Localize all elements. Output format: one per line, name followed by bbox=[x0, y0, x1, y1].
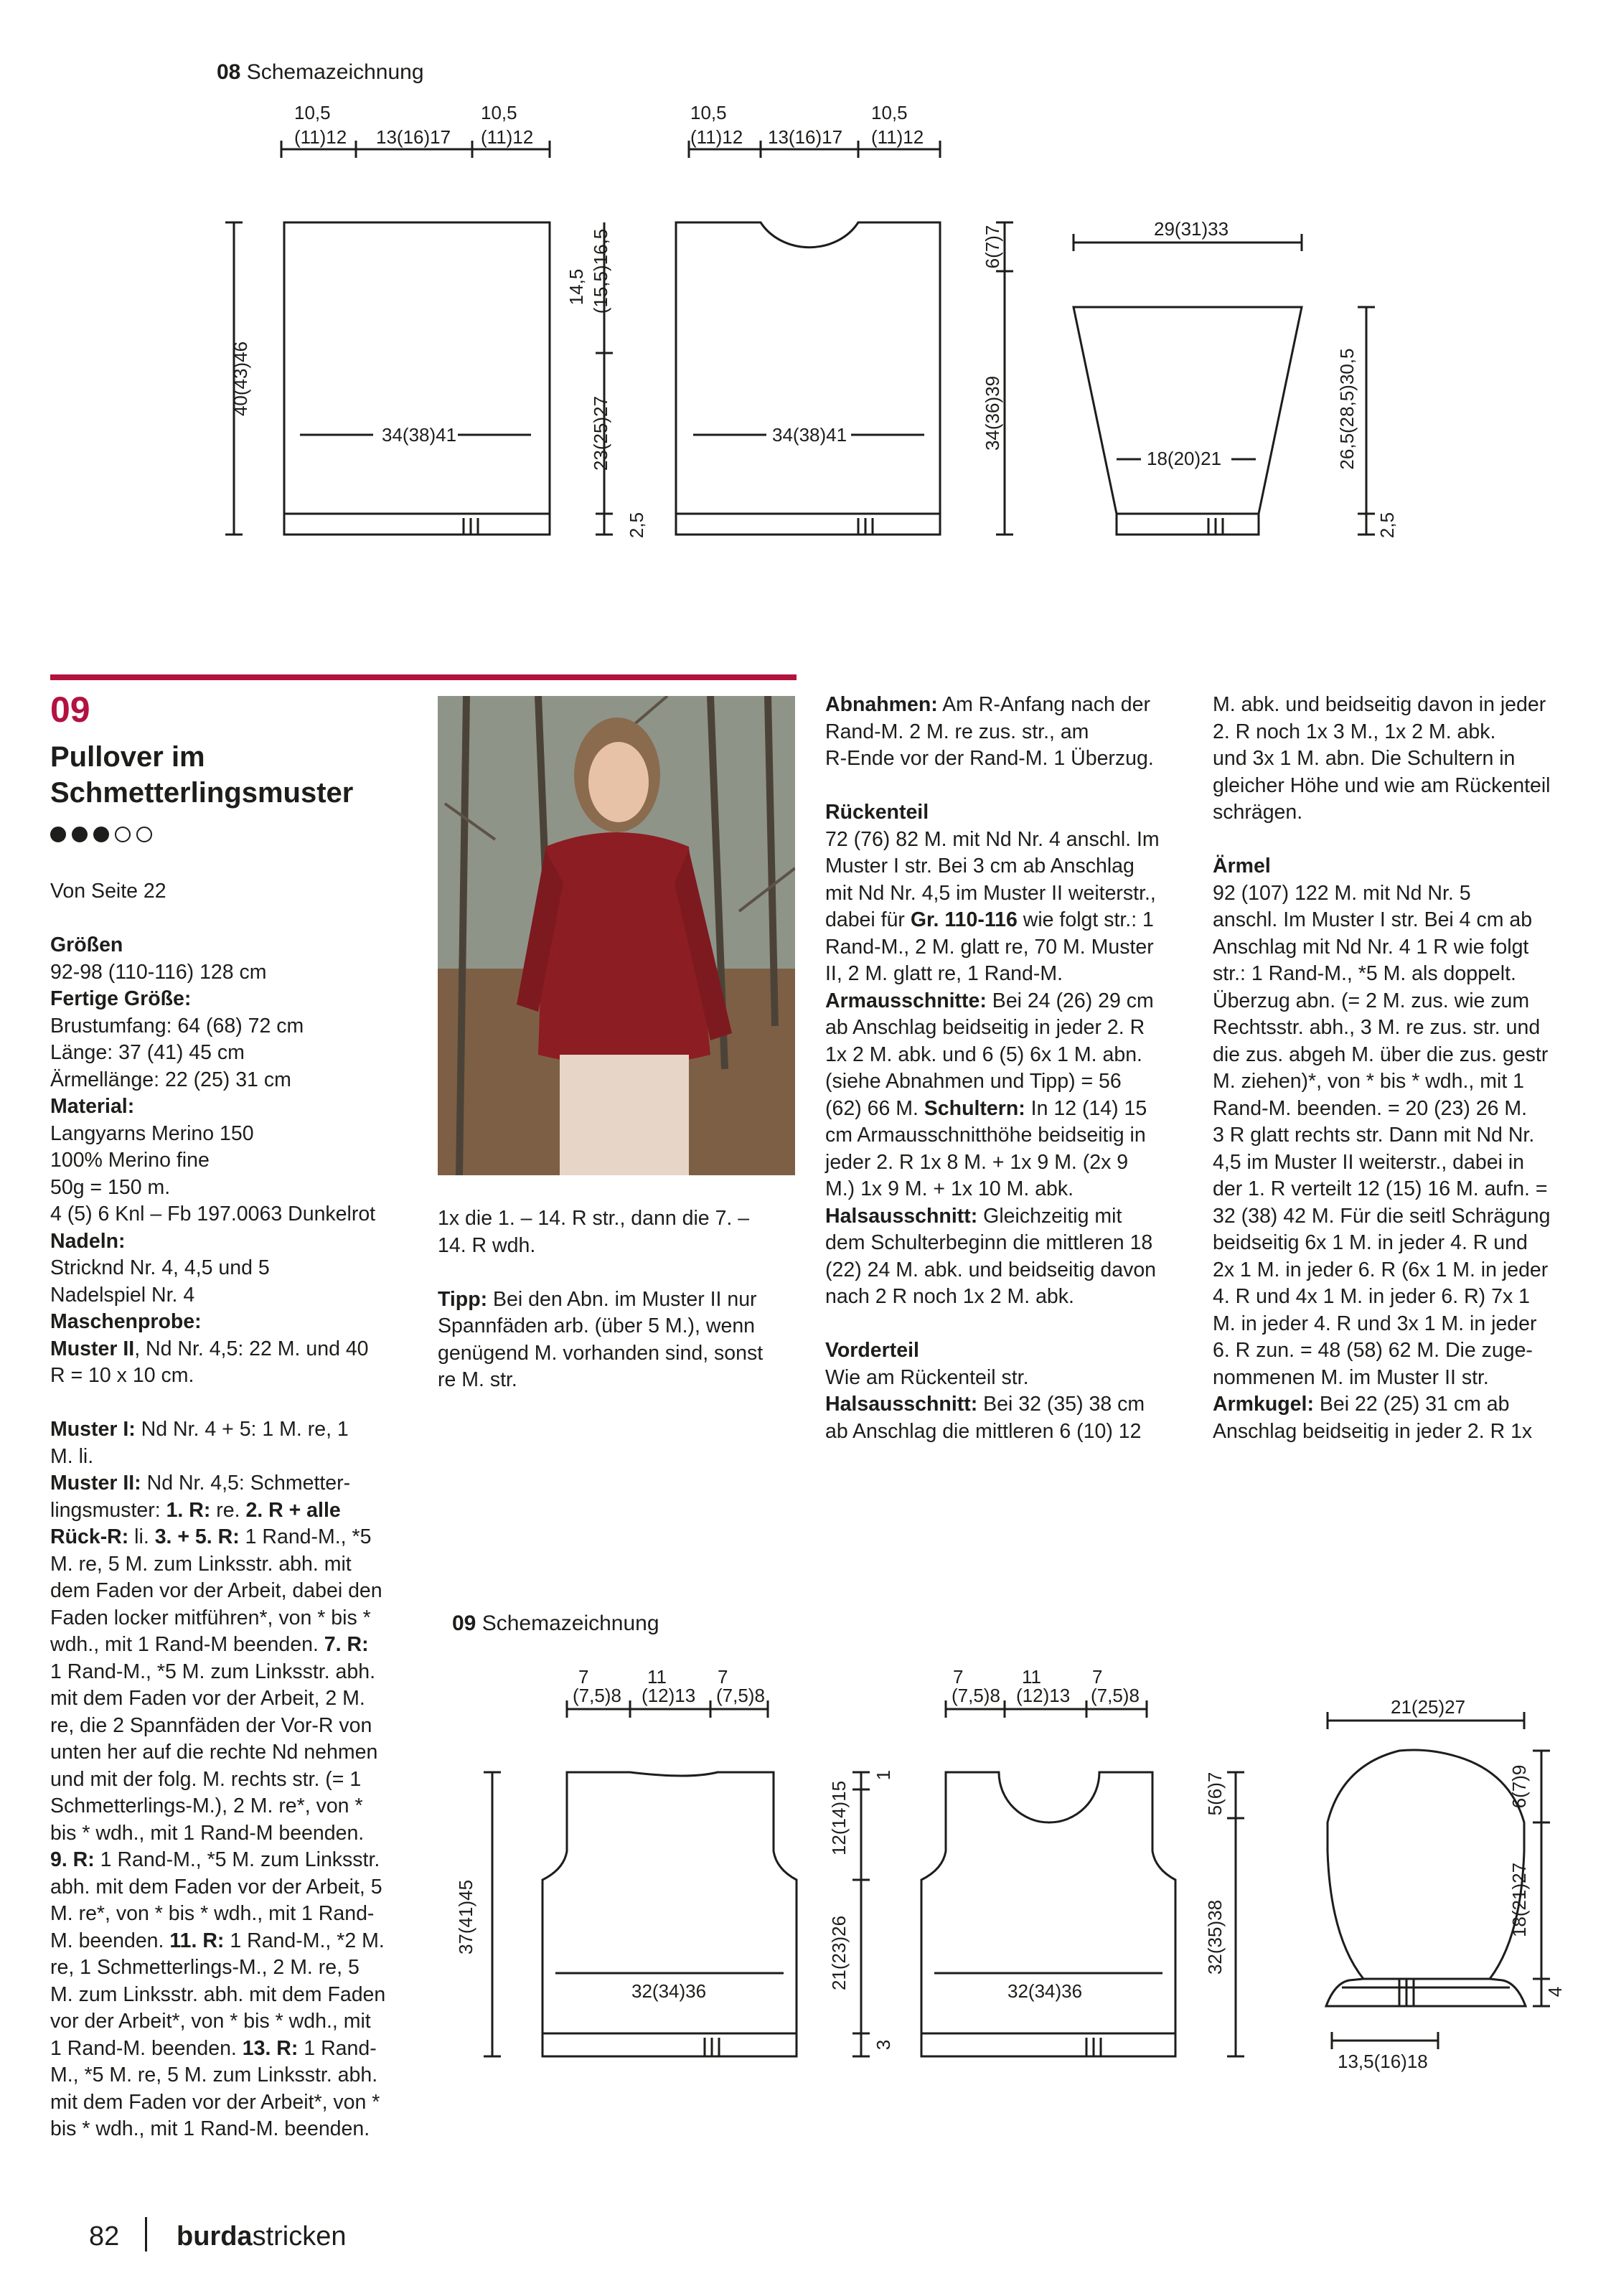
back-line: mit Nd Nr. 4,5 im Muster II weiterstr., bbox=[825, 881, 1156, 905]
vest-back-top-2b: (12)13 bbox=[642, 1685, 696, 1706]
vest-back-top-3a: 7 bbox=[718, 1666, 728, 1688]
neckline-label: Halsausschnitt: bbox=[825, 1393, 978, 1416]
sleeve-line: 4,5 im Muster II weiterstr., dabei in bbox=[1213, 1150, 1524, 1174]
sleeve-cuff-flare bbox=[1326, 1979, 1526, 2006]
tip-text: Bei den Abn. im Muster II nur bbox=[487, 1287, 757, 1311]
back-line: 72 (76) 82 M. mit Nd Nr. 4 anschl. Im bbox=[825, 827, 1160, 851]
vest-rib-label: 3 bbox=[873, 2039, 894, 2051]
pattern-line: Schmetterlings-M.), 2 M. re*, von * bbox=[50, 1794, 363, 1817]
pattern-text: 1 Rand-M. beenden. bbox=[50, 2036, 243, 2060]
needles-heading: Nadeln: bbox=[50, 1229, 126, 1253]
sleeve-line: nommenen M. im Muster II str. bbox=[1213, 1365, 1489, 1389]
back-line: jeder 2. R 1x 8 M. + 1x 9 M. (2x 9 bbox=[825, 1150, 1129, 1174]
pattern-text: Nd Nr. 4,5: Schmetter- bbox=[141, 1472, 351, 1495]
shoulders-label: Schultern: bbox=[924, 1096, 1025, 1120]
gauge-line: R = 10 x 10 cm. bbox=[50, 1364, 194, 1387]
sleeve-line: anschl. Im Muster I str. Bei 4 cm ab bbox=[1213, 908, 1533, 931]
article-title: Pullover im Schmetterlingsmuster bbox=[50, 741, 354, 809]
front-line: ab Anschlag die mittleren 6 (10) 12 bbox=[825, 1419, 1142, 1443]
back-text: wie folgt str.: 1 bbox=[1017, 908, 1154, 931]
sleeve-rib-label: 2,5 bbox=[1376, 512, 1398, 539]
decrease-line: Rand-M. 2 M. re zus. str., am bbox=[825, 720, 1089, 743]
sleeve-line: der 1. R verteilt 12 (15) 16 M. aufn. = bbox=[1213, 1177, 1548, 1200]
sleeve-line: Anschlag mit Nd Nr. 4 1 R wie folgt bbox=[1213, 935, 1529, 959]
footer-divider bbox=[145, 2217, 147, 2252]
puff-sleeve-outline bbox=[1328, 1750, 1524, 1979]
sleeve-line: M. in jeder 4. R und 3x 1 M. in jeder bbox=[1213, 1312, 1537, 1335]
front-side-label: 34(36)39 bbox=[982, 375, 1003, 451]
back-text: In 12 (14) 15 bbox=[1025, 1096, 1147, 1120]
tip-line: re M. str. bbox=[438, 1368, 517, 1391]
pattern-line: abh. mit dem Faden vor der Arbeit, 5 bbox=[50, 1875, 382, 1899]
article-number: 09 bbox=[50, 690, 90, 730]
front-line: 2. R noch 1x 3 M., 1x 2 M. abk. bbox=[1213, 720, 1496, 743]
pattern-line: 14. R wdh. bbox=[438, 1233, 536, 1257]
front-top-1b: (11)12 bbox=[690, 126, 743, 148]
pattern-text: re. bbox=[210, 1498, 246, 1522]
vest-front-top-2b: (12)13 bbox=[1016, 1685, 1071, 1706]
decrease-label: Abnahmen: bbox=[825, 693, 938, 716]
material-line: 50g = 150 m. bbox=[50, 1175, 171, 1199]
sleeve-line: 6. R zun. = 48 (58) 62 M. Die zuge- bbox=[1213, 1339, 1533, 1362]
vest-front-top-1b: (7,5)8 bbox=[952, 1685, 1000, 1706]
pattern-line: bis * wdh., mit 1 Rand-M beenden. bbox=[50, 1821, 365, 1845]
vest-back-top-2a: 11 bbox=[647, 1666, 667, 1688]
decrease-line: R-Ende vor der Rand-M. 1 Überzug. bbox=[825, 747, 1154, 770]
vest-back-width-label: 32(34)36 bbox=[631, 1980, 707, 2002]
back-line: Rand-M., 2 M. glatt re, 70 M. Muster bbox=[825, 935, 1154, 959]
tip-label: Tipp: bbox=[438, 1287, 488, 1311]
sleeve-bottom-label: 18(20)21 bbox=[1147, 448, 1222, 469]
pattern-text: lingsmuster: bbox=[50, 1498, 166, 1522]
tip-line: genügend M. vorhanden sind, sonst bbox=[438, 1341, 764, 1365]
pattern-line: 1 Rand-M., *5 M. zum Linksstr. abh. bbox=[50, 1660, 376, 1683]
pattern-line: bis * wdh., mit 1 Rand-M. beenden. bbox=[50, 2117, 370, 2140]
row-label: Rück-R: bbox=[50, 1525, 129, 1548]
vest-back-height-label: 37(41)45 bbox=[455, 1879, 476, 1955]
front-top-2: 13(16)17 bbox=[768, 126, 843, 148]
pattern-line: dem Faden vor der Arbeit, dabei den bbox=[50, 1579, 382, 1602]
size-label: Gr. 110-116 bbox=[910, 908, 1018, 931]
sleeve-line: die zus. abgeh M. über die zus. gestr bbox=[1213, 1043, 1549, 1066]
schema-09-label: Schemazeichnung bbox=[481, 1612, 659, 1635]
pattern-text: 1 Rand- bbox=[298, 2036, 377, 2060]
sleeve-line: str.: 1 Rand-M., *5 M. als doppelt. bbox=[1213, 962, 1516, 985]
row-label: 7. R: bbox=[324, 1633, 369, 1656]
front-top-1a: 10,5 bbox=[690, 102, 727, 123]
vest-front-top-1a: 7 bbox=[953, 1666, 964, 1688]
back-line: cm Armausschnitthöhe beidseitig in bbox=[825, 1124, 1146, 1147]
schema-08-label: Schemazeichnung bbox=[246, 60, 424, 84]
vest-front-width-label: 32(34)36 bbox=[1007, 1980, 1083, 2002]
length-text: Länge: 37 (41) 45 cm bbox=[50, 1041, 245, 1064]
pattern-text: wdh., mit 1 Rand-M beenden. bbox=[50, 1633, 324, 1656]
sleeve-line: Rand-M. beenden. = 20 (23) 26 M. bbox=[1213, 1096, 1528, 1120]
from-page: Von Seite 22 bbox=[50, 880, 166, 903]
vest-back-top-1b: (7,5)8 bbox=[573, 1685, 621, 1706]
back-line: ab Anschlag beidseitig in jeder 2. R bbox=[825, 1016, 1145, 1039]
front-top-3a: 10,5 bbox=[871, 102, 908, 123]
row-label: 13. R: bbox=[242, 2036, 299, 2060]
pattern-line: und mit der folg. M. rechts str. (= 1 bbox=[50, 1767, 362, 1791]
sleeve-line: Rechtsstr. abh., 3 M. re zus. str. und bbox=[1213, 1016, 1541, 1039]
back-line: Muster I str. Bei 3 cm ab Anschlag bbox=[825, 855, 1135, 878]
pattern-line: M. re*, von * bis * wdh., mit 1 Rand- bbox=[50, 1902, 375, 1925]
pattern-line: M., *5 M. re, 5 M. zum Linksstr. abh. bbox=[50, 2064, 378, 2086]
row-label: 11. R: bbox=[169, 1929, 225, 1952]
vest-front-top-3b: (7,5)8 bbox=[1091, 1685, 1140, 1706]
material-heading: Material: bbox=[50, 1095, 135, 1118]
pattern-label: Muster I: bbox=[50, 1418, 136, 1441]
magazine-name bbox=[177, 2221, 346, 2252]
pattern-line: M. li. bbox=[50, 1444, 94, 1468]
pattern-label: Muster II: bbox=[50, 1472, 141, 1495]
finished-size-heading: Fertige Größe: bbox=[50, 987, 192, 1010]
row-label: 1. R: bbox=[166, 1498, 211, 1522]
row-label: 9. R: bbox=[50, 1848, 95, 1871]
gauge-pattern: Muster II bbox=[50, 1337, 135, 1360]
vest-front-outline bbox=[921, 1772, 1175, 2056]
back-height-label: 40(43)46 bbox=[230, 341, 251, 417]
pattern-text: Nd Nr. 4 + 5: 1 M. re, 1 bbox=[135, 1418, 349, 1441]
neckline-label: Halsausschnitt: bbox=[825, 1204, 978, 1228]
back-line: M.) 1x 9 M. + 1x 10 M. abk. bbox=[825, 1177, 1074, 1200]
sleeve-top-label: 29(31)33 bbox=[1154, 218, 1229, 240]
neck-depth-label: 6(7)7 bbox=[982, 225, 1003, 269]
pattern-line: unten her auf die rechte Nd nehmen bbox=[50, 1741, 378, 1764]
vest-back-outline bbox=[542, 1772, 797, 2056]
front-top-3b: (11)12 bbox=[871, 126, 924, 148]
chest-text: Brustumfang: 64 (68) 72 cm bbox=[50, 1014, 304, 1038]
vest-side-label: 21(23)26 bbox=[828, 1915, 850, 1991]
sleeve-line: Überzug abn. (= 2 M. zus. wie zum bbox=[1213, 989, 1530, 1012]
back-text: (62) 66 M. bbox=[825, 1096, 924, 1120]
pattern-line: vor der Arbeit*, von * bis * wdh., mit bbox=[50, 2010, 371, 2033]
back-heading: Rückenteil bbox=[825, 801, 929, 824]
sleeve-line: Anschlag beidseitig in jeder 2. R 1x bbox=[1213, 1419, 1533, 1443]
material-line: 4 (5) 6 Knl – Fb 197.0063 Dunkelrot bbox=[50, 1203, 376, 1225]
back-text: Bei 24 (26) 29 cm bbox=[986, 989, 1154, 1012]
row-label: 3. + 5. R: bbox=[154, 1525, 240, 1548]
back-top-3a: 10,5 bbox=[481, 102, 517, 123]
material-line: Langyarns Merino 150 bbox=[50, 1121, 254, 1145]
pattern-line: M. zum Linksstr. abh. mit dem Faden bbox=[50, 1982, 386, 2006]
front-text: Bei 32 (35) 38 cm bbox=[977, 1393, 1145, 1416]
pattern-line: mit dem Faden vor der Arbeit*, von * bbox=[50, 2090, 380, 2114]
vest-neck-depth-label: 5(6)7 bbox=[1204, 1772, 1226, 1816]
armhole-label-b: (15,5)16,5 bbox=[590, 228, 611, 314]
gauge-heading: Maschenprobe: bbox=[50, 1310, 202, 1333]
puff-sleeve-length-label: 18(21)27 bbox=[1508, 1862, 1530, 1938]
vest-back-top-3b: (7,5)8 bbox=[716, 1685, 765, 1706]
front-line: M. abk. und beidseitig davon in jeder bbox=[1213, 693, 1546, 716]
sleeve-line: 92 (107) 122 M. mit Nd Nr. 5 bbox=[1213, 881, 1471, 905]
pattern-text: M. beenden. bbox=[50, 1929, 170, 1952]
pattern-text: li. bbox=[128, 1525, 155, 1548]
back-top-1a: 10,5 bbox=[294, 102, 331, 123]
vest-armhole-label: 12(14)15 bbox=[828, 1780, 850, 1856]
sleeve-length-label: 26,5(28,5)30,5 bbox=[1336, 348, 1358, 470]
back-line: (siehe Abnahmen und Tipp) = 56 bbox=[825, 1070, 1122, 1093]
sleeve-line: M. ziehen)*, von * bis * wdh., mit 1 bbox=[1213, 1070, 1525, 1093]
back-top-2: 13(16)17 bbox=[376, 126, 451, 148]
front-heading: Vorderteil bbox=[825, 1339, 919, 1362]
back-width-label: 34(38)41 bbox=[382, 424, 457, 446]
sleeve-length-text: Ärmellänge: 22 (25) 31 cm bbox=[50, 1068, 291, 1091]
pattern-line: Faden locker mitführen*, von * bis * bbox=[50, 1606, 371, 1629]
vest-front-top-3a: 7 bbox=[1092, 1666, 1103, 1688]
vest-back-top-1a: 7 bbox=[578, 1666, 589, 1688]
puff-sleeve-cap-label: 6(7)9 bbox=[1508, 1764, 1530, 1809]
armhole-label: Armausschnitte: bbox=[825, 989, 987, 1012]
pattern-text: 1 Rand-M., *2 M. bbox=[224, 1929, 385, 1952]
schema-08-number: 08 bbox=[217, 60, 241, 84]
magazine-name-rest: stricken bbox=[252, 2221, 347, 2252]
puff-sleeve-cuff-label: 4 bbox=[1544, 1986, 1566, 1998]
sizes-text: 92-98 (110-116) 128 cm bbox=[50, 960, 267, 984]
back-rib-label: 2,5 bbox=[626, 512, 647, 539]
sleeve-text: Bei 22 (25) 31 cm ab bbox=[1313, 1393, 1510, 1416]
vest-front-side-label: 32(35)38 bbox=[1204, 1899, 1226, 1975]
pattern-text: 1 Rand-M., *5 M. zum Linksstr. bbox=[94, 1848, 380, 1871]
front-line: schrägen. bbox=[1213, 801, 1303, 824]
pattern-line: M. re, 5 M. zum Linksstr. abh. mit bbox=[50, 1552, 352, 1576]
back-line: dem Schulterbeginn die mittleren 18 bbox=[825, 1231, 1153, 1254]
back-line: II, 2 M. glatt re, 1 Rand-M. bbox=[825, 962, 1063, 985]
back-text: Gleichzeitig mit bbox=[977, 1204, 1122, 1228]
front-line: Wie am Rückenteil str. bbox=[825, 1365, 1029, 1389]
sleeve-line: 3 R glatt rechts str. Dann mit Nd Nr. bbox=[1213, 1124, 1535, 1147]
row-label: 2. R + alle bbox=[245, 1498, 341, 1522]
front-line: gleicher Höhe und wie am Rückenteil bbox=[1213, 773, 1551, 797]
tip-line: Spannfäden arb. (über 5 M.), wenn bbox=[438, 1314, 756, 1337]
front-line: und 3x 1 M. abn. Die Schultern in bbox=[1213, 747, 1516, 770]
sleeve-line: 2x 1 M. in jeder 6. R (6x 1 M. in jeder bbox=[1213, 1258, 1549, 1281]
magazine-name-bold: burda bbox=[177, 2221, 253, 2252]
sleeve-line: beidseitig 6x 1 M. in jeder 4. R und bbox=[1213, 1231, 1528, 1254]
sleeve-line: 32 (38) 42 M. Für die seitl Schrägung bbox=[1213, 1204, 1551, 1228]
back-line: (22) 24 M. abk. und beidseitig davon bbox=[825, 1258, 1157, 1281]
sleeve-line: 4. R und 4x 1 M. in jeder 6. R) 7x 1 bbox=[1213, 1285, 1530, 1308]
back-line: nach 2 R noch 1x 2 M. abk. bbox=[825, 1285, 1074, 1308]
puff-sleeve-bottom-label: 13,5(16)18 bbox=[1338, 2051, 1428, 2072]
needles-line: Stricknd Nr. 4, 4,5 und 5 bbox=[50, 1256, 270, 1279]
decrease-text: Am R-Anfang nach der bbox=[937, 693, 1150, 716]
back-top-3b: (11)12 bbox=[481, 126, 534, 148]
pattern-line: re, die 2 Spannfäden der Vor-R von bbox=[50, 1713, 372, 1737]
back-text: dabei für bbox=[825, 908, 911, 931]
sleeve-heading: Ärmel bbox=[1213, 855, 1271, 878]
material-line: 100% Merino fine bbox=[50, 1149, 210, 1172]
needles-line: Nadelspiel Nr. 4 bbox=[50, 1283, 195, 1307]
sizes-heading: Größen bbox=[50, 933, 123, 956]
puff-sleeve-top-label: 21(25)27 bbox=[1391, 1696, 1466, 1718]
back-line: 1x 2 M. abk. und 6 (5) 6x 1 M. abn. bbox=[825, 1043, 1142, 1066]
vest-front-top-2a: 11 bbox=[1022, 1666, 1041, 1688]
pattern-line: re, 1 Schmetterlings-M., 2 M. re, 5 bbox=[50, 1956, 360, 1979]
pattern-text: 1 Rand-M., *5 bbox=[239, 1525, 372, 1548]
sleeve-cap-label: Armkugel: bbox=[1213, 1393, 1314, 1416]
armhole-label: 14,5 bbox=[565, 268, 587, 306]
vest-neck-label: 1 bbox=[873, 1769, 894, 1781]
back-top-1b: (11)12 bbox=[294, 126, 347, 148]
side-length-label: 23(25)27 bbox=[590, 395, 611, 471]
pattern-line: mit dem Faden vor der Arbeit, 2 M. bbox=[50, 1687, 365, 1710]
pattern-line: 1x die 1. – 14. R str., dann die 7. – bbox=[438, 1207, 750, 1230]
schema-09-number: 09 bbox=[452, 1612, 476, 1635]
page-number: 82 bbox=[89, 2221, 120, 2252]
gauge-text: , Nd Nr. 4,5: 22 M. und 40 bbox=[134, 1337, 369, 1360]
front-width-label: 34(38)41 bbox=[772, 424, 847, 446]
